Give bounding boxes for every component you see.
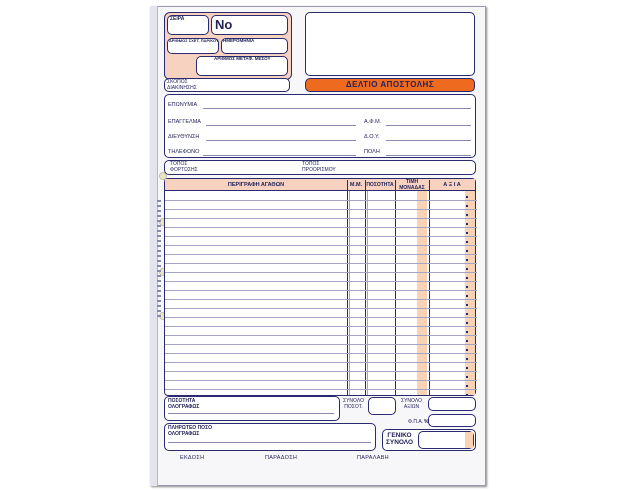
table-row[interactable] [165, 308, 477, 309]
qty-total-label: ΣΥΝΟΛΟ ΠΟΣΟΤ. [343, 398, 364, 410]
table-row[interactable] [165, 227, 477, 228]
payable-line[interactable] [168, 442, 371, 443]
decimal-tick [466, 367, 468, 369]
table-row[interactable] [165, 272, 477, 273]
issue-label: ΕΚΔΟΣΗ [180, 455, 205, 461]
vat-total-label: Φ.Π.Α. [408, 419, 424, 425]
table-row[interactable] [165, 362, 477, 363]
vat-line[interactable] [386, 125, 471, 126]
loading-label: ΤΟΠΟΣ ΦΟΡΤΩΣΗΣ [170, 161, 198, 173]
doc-prefix-label: ΑΡΙΘΜΟΣ ΣΧΕΤ. ΠΑΡ/ΚΟΥ [169, 38, 219, 43]
table-row[interactable] [165, 335, 477, 336]
decimal-tick [466, 331, 468, 333]
percent-sign: % [424, 419, 429, 425]
city-line[interactable] [386, 155, 471, 156]
table-row[interactable] [165, 299, 477, 300]
table-row[interactable] [165, 281, 477, 282]
col-quantity: ΠΟΣΟΤΗΤΑ [366, 182, 394, 188]
table-row[interactable] [165, 254, 477, 255]
table-row[interactable] [165, 317, 477, 318]
col-unit-price: ΤΙΜΗ ΜΟΝΑΔΑΣ [399, 179, 425, 191]
address-line[interactable] [206, 140, 356, 141]
document-title: ΔΕΛΤΙΟ ΑΠΟΣΤΟΛΗΣ [305, 78, 475, 92]
vehicle-label: ΑΡΙΘΜΟΣ ΜΕΤΑΦ. ΜΕΣΟΥ [214, 56, 271, 61]
decimal-tick [466, 376, 468, 378]
payable-label: ΠΛΗΡΩΤΕΟ ΠΟΣΟ ΟΛΟΓΡΑΦΩΣ [168, 425, 212, 437]
perforation [157, 200, 161, 320]
table-row[interactable] [165, 218, 477, 219]
issuer-stamp-box [305, 12, 475, 76]
vat-label: Α.Φ.Μ. [364, 119, 382, 125]
series-label: ΣΕΙΡΑ [170, 16, 185, 22]
decimal-tick [466, 214, 468, 216]
decimal-tick [466, 385, 468, 387]
tax-office-label: Δ.Ο.Υ. [364, 134, 380, 140]
decimal-tick [466, 205, 468, 207]
decimal-tick [466, 277, 468, 279]
decimal-tick [466, 295, 468, 297]
table-row[interactable] [165, 380, 477, 381]
col-subdivider [367, 191, 368, 395]
qty-words-line[interactable] [168, 413, 334, 414]
decimal-tick [466, 196, 468, 198]
col-subdivider [349, 191, 350, 395]
decimal-tick [466, 394, 468, 396]
name-label: ΕΠΩΝΥΜΙΑ [168, 102, 198, 108]
col-description: ΠΕΡΙΓΡΑΦΗ ΑΓΑΘΩΝ [227, 182, 285, 188]
decimal-tick [466, 268, 468, 270]
table-row[interactable] [165, 245, 477, 246]
decimal-tick [466, 358, 468, 360]
table-row[interactable] [165, 326, 477, 327]
profession-label: ΕΠΑΓΓΕΛΜΑ [168, 119, 201, 125]
table-row[interactable] [165, 236, 477, 237]
table-row[interactable] [165, 290, 477, 291]
table-row[interactable] [165, 200, 477, 201]
tax-office-line[interactable] [386, 140, 471, 141]
destination-label: ΤΟΠΟΣ ΠΡΟΟΡΙΣΜΟΥ [302, 161, 336, 173]
decimal-tick [466, 223, 468, 225]
decimal-tick [466, 286, 468, 288]
profession-line[interactable] [206, 125, 356, 126]
decimal-tick [466, 232, 468, 234]
table-row[interactable] [165, 209, 477, 210]
qty-total-field[interactable] [368, 397, 396, 415]
col-value: Α Ξ Ι Α [443, 182, 461, 188]
grand-total-label: ΓΕΝΙΚΟ ΣΥΝΟΛΟ [386, 432, 414, 446]
values-total-field[interactable] [428, 397, 476, 411]
qty-words-label: ΠΟΣΟΤΗΤΑ ΟΛΟΓΡΑΦΩΣ [168, 398, 200, 410]
address-label: ΔΙΕΥΘΥΝΣΗ [168, 134, 200, 140]
phone-label: ΤΗΛΕΦΩΝΟ [168, 149, 200, 155]
table-row[interactable] [165, 263, 477, 264]
table-row[interactable] [165, 371, 477, 372]
customer-section [164, 94, 476, 158]
grand-total-stripe [465, 432, 473, 448]
decimal-tick [466, 349, 468, 351]
decimal-tick [466, 250, 468, 252]
values-total-label: ΣΥΝΟΛΟ ΑΞΙΩΝ [401, 398, 422, 410]
table-row[interactable] [165, 353, 477, 354]
purpose-label: ΣΚΟΠΟΣ ΔΙΑΚΙΝΗΣΗΣ [167, 79, 197, 91]
name-line[interactable] [203, 108, 471, 109]
number-label: No [215, 17, 233, 32]
decimal-tick [466, 259, 468, 261]
col-unit: Μ.Μ. [349, 182, 363, 188]
decimal-tick [466, 340, 468, 342]
date-label: ΗΜΕΡΟΜΗΝΙΑ [223, 38, 255, 43]
unit-price-stripe [417, 191, 427, 395]
decimal-tick [466, 241, 468, 243]
value-stripe [465, 191, 475, 395]
vat-total-field[interactable] [428, 414, 476, 427]
decimal-tick [466, 304, 468, 306]
phone-line[interactable] [203, 155, 356, 156]
city-label: ΠΟΛΗ [364, 149, 380, 155]
receipt-label: ΠΑΡΑΛΑΒΗ [357, 455, 389, 461]
table-row[interactable] [165, 344, 477, 345]
decimal-tick [466, 322, 468, 324]
table-row[interactable] [165, 389, 477, 390]
decimal-tick [466, 313, 468, 315]
delivery-label: ΠΑΡΑΔΟΣΗ [265, 455, 298, 461]
